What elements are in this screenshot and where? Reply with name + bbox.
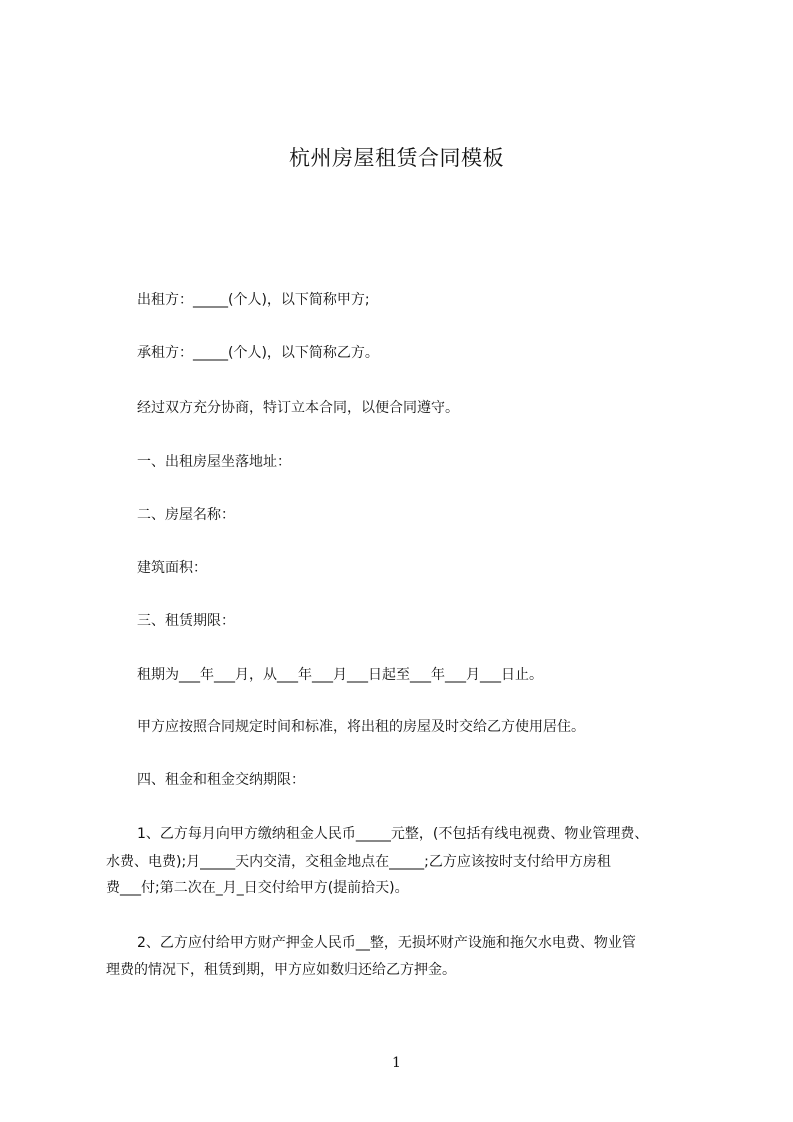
section-1-heading: 一、出租房屋坐落地址： (137, 454, 291, 470)
item-1-line-1: 1、乙方每月向甲方缴纳租金人民币_____元整，(不包括有线电视费、物业管理费、 (137, 826, 649, 842)
area-line: 建筑面积： (137, 560, 207, 576)
intro-line: 经过双方充分协商，特订立本合同，以便合同遵守。 (137, 400, 459, 416)
item-2-line-2: 理费的情况下，租赁到期，甲方应如数归还给乙方押金。 (106, 962, 456, 978)
term-line: 租期为___年___月，从___年___月___日起至___年___月___日止。 (137, 667, 543, 683)
lessor-line: 出租方：_____(个人)，以下简称甲方; (137, 292, 370, 308)
item-1-line-3: 费___付;第二次在_月_日交付给甲方(提前拾天)。 (106, 880, 409, 896)
section-3-heading: 三、租赁期限： (137, 613, 235, 629)
section-2-heading: 二、房屋名称： (137, 507, 235, 523)
section-4-heading: 四、租金和租金交纳期限： (137, 772, 305, 788)
item-2-line-1: 2、乙方应付给甲方财产押金人民币__整，无损坏财产设施和拖欠水电费、物业管 (137, 935, 636, 951)
lessee-line: 承租方：_____(个人)，以下简称乙方。 (137, 345, 379, 361)
item-1-line-2: 水费、电费);月_____天内交清，交租金地点在_____;乙方应该按时支付给甲方房租 (106, 854, 611, 870)
delivery-line: 甲方应按照合同规定时间和标准，将出租的房屋及时交给乙方使用居住。 (137, 719, 585, 735)
page-number: 1 (392, 1055, 401, 1071)
document-title: 杭州房屋租赁合同模板 (289, 146, 504, 170)
